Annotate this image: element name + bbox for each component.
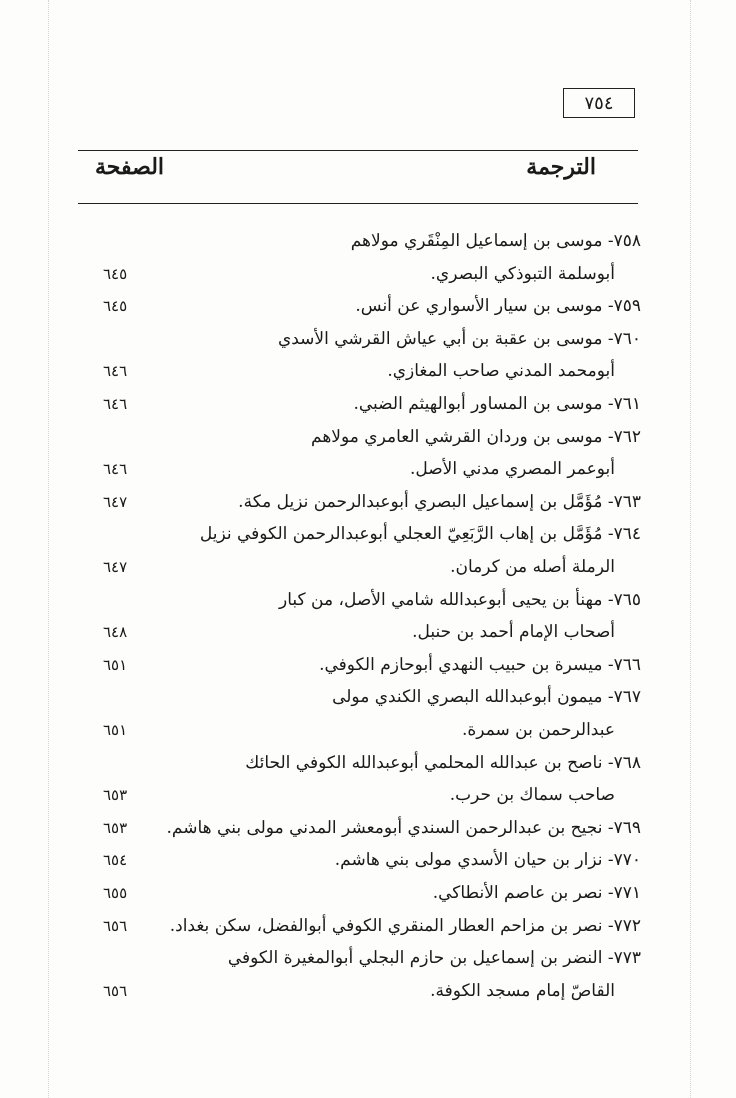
index-line bbox=[95, 487, 641, 517]
index-line bbox=[95, 552, 641, 582]
entry-text: صاحب سماك بن حرب. bbox=[449, 785, 615, 806]
column-header-page: الصفحة bbox=[95, 154, 165, 180]
page-number-text: ٧٥٤ bbox=[584, 92, 614, 114]
index-line bbox=[95, 976, 641, 1006]
entry-text: أبوسلمة التبوذكي البصري. bbox=[430, 263, 615, 284]
entry-page: ٦٥٦ bbox=[103, 981, 128, 1000]
index-line bbox=[95, 650, 641, 680]
entry-text: ٧٧١- نصر بن عاصم الأنطاكي. bbox=[432, 883, 641, 903]
entry-text: ٧٦٨- ناصح بن عبدالله المحلمي أبوعبدالله الكوفي الحائك bbox=[245, 752, 641, 773]
entry-text: ٧٦٦- ميسرة بن حبيب النهدي أبوحازم الكوفي. bbox=[319, 654, 641, 675]
entry-text: ٧٧٢- نصر بن مزاحم العطار المنقري الكوفي أبوالفضل، سكن بغداد. bbox=[169, 915, 641, 936]
entry-text: القاصّ إمام مسجد الكوفة. bbox=[430, 980, 615, 1001]
entry-text: ٧٦٠- موسى بن عقبة بن أبي عياش القرشي الأسدي bbox=[277, 328, 641, 349]
entry-text: ٧٧٣- النضر بن إسماعيل بن حازم البجلي أبوالمغيرة الكوفي bbox=[227, 948, 641, 969]
entry-page: ٦٤٦ bbox=[103, 362, 128, 381]
entry-page: ٦٥٦ bbox=[103, 916, 128, 935]
entry-text: عبدالرحمن بن سمرة. bbox=[462, 720, 615, 740]
entry-text: ٧٦١- موسى بن المساور أبوالهيثم الضبي. bbox=[353, 394, 641, 414]
index-line bbox=[95, 813, 641, 843]
index-line bbox=[95, 585, 641, 615]
index-line bbox=[95, 324, 641, 354]
index-line bbox=[95, 389, 641, 419]
entry-text: ٧٥٨- موسى بن إسماعيل المِنْقَري مولاهم bbox=[350, 231, 641, 251]
entry-page: ٦٥٤ bbox=[103, 851, 128, 870]
index-line bbox=[95, 780, 641, 810]
entry-page: ٦٥١ bbox=[103, 655, 128, 674]
index-line bbox=[95, 291, 641, 321]
index-line bbox=[95, 878, 641, 908]
entry-page: ٦٥١ bbox=[103, 721, 128, 739]
entry-text: ٧٥٩- موسى بن سيار الأسواري عن أنس. bbox=[355, 296, 641, 317]
entry-text: ٧٦٣- مُؤَمَّل بن إسماعيل البصري أبوعبدالرحمن نزيل مكة. bbox=[238, 491, 641, 512]
column-header-title: الترجمة bbox=[526, 154, 596, 180]
entry-page: ٦٤٧ bbox=[103, 492, 128, 511]
entry-text: أبومحمد المدني صاحب المغازي. bbox=[387, 361, 615, 382]
index-line bbox=[95, 715, 641, 745]
index-line bbox=[95, 422, 641, 452]
index-line bbox=[95, 259, 641, 289]
entry-page: ٦٤٥ bbox=[103, 264, 128, 283]
entry-page: ٦٥٥ bbox=[103, 884, 128, 902]
entry-text: ٧٦٢- موسى بن وردان القرشي العامري مولاهم bbox=[311, 426, 641, 447]
entry-text: ٧٦٤- مُؤَمَّل بن إهاب الرَّبَعِيّ العجلي أبوعبدالرحمن الكوفي نزيل bbox=[199, 524, 641, 545]
entry-page: ٦٤٦ bbox=[103, 460, 128, 479]
index-line bbox=[95, 519, 641, 549]
index-line bbox=[95, 943, 641, 973]
entry-page: ٦٤٥ bbox=[103, 297, 128, 316]
index-line bbox=[95, 226, 641, 256]
entry-text: الرملة أصله من كرمان. bbox=[450, 557, 615, 577]
entry-page: ٦٤٦ bbox=[103, 395, 128, 413]
index-line bbox=[95, 454, 641, 484]
entry-text: أصحاب الإمام أحمد بن حنبل. bbox=[412, 622, 615, 643]
entry-page: ٦٥٣ bbox=[103, 786, 128, 805]
index-line bbox=[95, 682, 641, 712]
entry-page: ٦٥٣ bbox=[103, 818, 128, 837]
index-line bbox=[95, 356, 641, 386]
index-line bbox=[95, 845, 641, 875]
entry-text: ٧٧٠- نزار بن حيان الأسدي مولى بني هاشم. bbox=[334, 850, 641, 871]
entry-page: ٦٤٨ bbox=[103, 623, 128, 642]
entry-text: أبوعمر المصري مدني الأصل. bbox=[409, 459, 615, 480]
entry-text: ٧٦٥- مهنأ بن يحيى أبوعبدالله شامي الأصل، من كبار bbox=[279, 589, 641, 610]
index-line bbox=[95, 911, 641, 941]
index-line bbox=[95, 617, 641, 647]
entry-text: ٧٦٩- نجيح بن عبدالرحمن السندي أبومعشر المدني مولى بني هاشم. bbox=[166, 817, 641, 838]
entry-page: ٦٤٧ bbox=[103, 558, 128, 576]
entry-text: ٧٦٧- ميمون أبوعبدالله البصري الكندي مولى bbox=[332, 687, 641, 708]
index-line bbox=[95, 748, 641, 778]
